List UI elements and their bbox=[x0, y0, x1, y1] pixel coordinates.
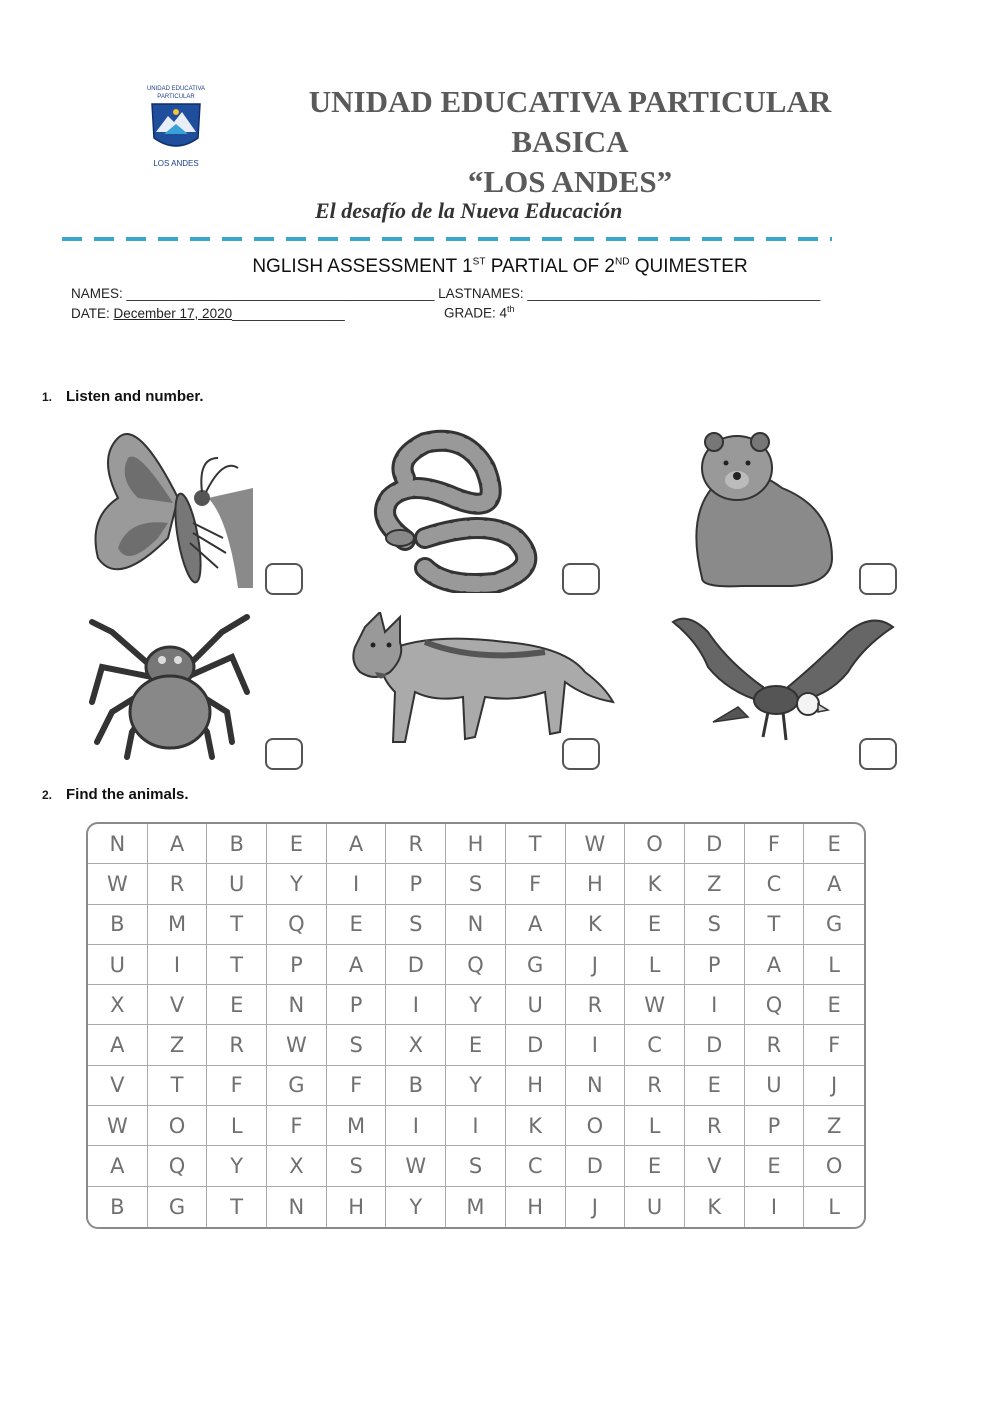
word-search-cell[interactable]: K bbox=[506, 1106, 566, 1146]
title-part-2: PARTIAL OF 2 bbox=[485, 256, 615, 277]
word-search-cell[interactable]: S bbox=[685, 905, 745, 945]
word-search-cell[interactable]: R bbox=[566, 985, 626, 1025]
word-search-cell[interactable]: L bbox=[625, 1106, 685, 1146]
word-search-cell[interactable]: M bbox=[148, 905, 208, 945]
question-1 bbox=[42, 388, 204, 406]
word-search-cell[interactable]: U bbox=[207, 864, 267, 904]
word-search-cell[interactable]: D bbox=[506, 1025, 566, 1065]
answer-box-wolf[interactable] bbox=[562, 738, 600, 770]
word-search-cell[interactable]: N bbox=[267, 1187, 327, 1227]
butterfly-image bbox=[78, 428, 253, 593]
date-row bbox=[71, 306, 345, 321]
word-search-cell[interactable]: G bbox=[804, 905, 864, 945]
word-search-cell[interactable]: Q bbox=[745, 985, 805, 1025]
date-label: DATE: bbox=[71, 306, 114, 321]
word-search-cell[interactable]: E bbox=[327, 905, 387, 945]
word-search-cell[interactable]: F bbox=[506, 864, 566, 904]
word-search-cell[interactable]: E bbox=[625, 905, 685, 945]
word-search-cell[interactable]: C bbox=[625, 1025, 685, 1065]
word-search-cell[interactable]: K bbox=[566, 905, 626, 945]
word-search-cell[interactable]: O bbox=[804, 1146, 864, 1186]
word-search-cell[interactable]: X bbox=[386, 1025, 446, 1065]
word-search-cell[interactable]: M bbox=[446, 1187, 506, 1227]
word-search-cell[interactable]: L bbox=[207, 1106, 267, 1146]
word-search-cell[interactable]: S bbox=[386, 905, 446, 945]
word-search-cell[interactable]: J bbox=[566, 1187, 626, 1227]
word-search-cell[interactable]: L bbox=[625, 945, 685, 985]
word-search-cell[interactable]: Z bbox=[148, 1025, 208, 1065]
word-search-cell[interactable]: I bbox=[566, 1025, 626, 1065]
school-logo bbox=[140, 82, 212, 172]
word-search bbox=[86, 822, 866, 1229]
word-search-cell[interactable]: I bbox=[148, 945, 208, 985]
lastnames-field[interactable]: _______________________________________ bbox=[527, 286, 821, 301]
word-search-cell[interactable]: R bbox=[685, 1106, 745, 1146]
word-search-cell[interactable]: P bbox=[745, 1106, 805, 1146]
word-search-cell[interactable]: W bbox=[88, 864, 148, 904]
word-search-cell[interactable]: H bbox=[566, 864, 626, 904]
word-search-cell[interactable]: S bbox=[446, 1146, 506, 1186]
title-part-3: QUIMESTER bbox=[629, 256, 748, 277]
question-1-label: Listen and number. bbox=[66, 388, 204, 405]
word-search-cell[interactable]: R bbox=[625, 1066, 685, 1106]
word-search-cell[interactable]: N bbox=[88, 824, 148, 864]
word-search-cell[interactable]: A bbox=[804, 864, 864, 904]
eagle-image bbox=[668, 612, 898, 747]
word-search-cell[interactable]: S bbox=[327, 1146, 387, 1186]
word-search-cell[interactable]: V bbox=[685, 1146, 745, 1186]
word-search-cell[interactable]: A bbox=[745, 945, 805, 985]
word-search-cell[interactable]: H bbox=[327, 1187, 387, 1227]
word-search-cell[interactable]: T bbox=[207, 1187, 267, 1227]
word-search-cell[interactable]: T bbox=[506, 824, 566, 864]
title-sup-2: ND bbox=[614, 256, 630, 268]
school-line-2: BASICA bbox=[511, 124, 629, 159]
word-search-cell[interactable]: E bbox=[446, 1025, 506, 1065]
word-search-cell[interactable]: E bbox=[745, 1146, 805, 1186]
word-search-cell[interactable]: J bbox=[804, 1066, 864, 1106]
word-search-cell[interactable]: U bbox=[745, 1066, 805, 1106]
word-search-cell[interactable]: W bbox=[566, 824, 626, 864]
word-search-cell[interactable]: I bbox=[386, 1106, 446, 1146]
word-search-cell[interactable]: X bbox=[267, 1146, 327, 1186]
word-search-cell[interactable]: N bbox=[446, 905, 506, 945]
names-label: NAMES: bbox=[71, 286, 127, 301]
word-search-cell[interactable]: X bbox=[88, 985, 148, 1025]
question-2-number: 2. bbox=[42, 788, 53, 802]
word-search-cell[interactable]: E bbox=[207, 985, 267, 1025]
names-row bbox=[71, 286, 820, 301]
word-search-cell[interactable]: Z bbox=[685, 864, 745, 904]
word-search-cell[interactable]: P bbox=[267, 945, 327, 985]
decorative-divider bbox=[62, 234, 837, 244]
grade-label: GRADE: 4 bbox=[444, 305, 508, 321]
answer-box-butterfly[interactable] bbox=[265, 563, 303, 595]
date-line: _______________ bbox=[232, 306, 345, 321]
word-search-cell[interactable]: R bbox=[148, 864, 208, 904]
grade-row bbox=[444, 304, 515, 321]
school-line-3: “LOS ANDES” bbox=[467, 164, 673, 199]
word-search-cell[interactable]: W bbox=[267, 1025, 327, 1065]
word-search-cell[interactable]: Y bbox=[267, 864, 327, 904]
word-search-cell[interactable]: P bbox=[685, 945, 745, 985]
title-part-1: NGLISH ASSESSMENT 1 bbox=[252, 256, 473, 277]
lastnames-label: LASTNAMES: bbox=[434, 286, 528, 301]
word-search-cell[interactable]: A bbox=[88, 1146, 148, 1186]
word-search-cell[interactable]: I bbox=[745, 1187, 805, 1227]
word-search-cell[interactable]: Q bbox=[148, 1146, 208, 1186]
word-search-cell[interactable]: U bbox=[625, 1187, 685, 1227]
question-2-label: Find the animals. bbox=[66, 786, 189, 803]
answer-box-spider[interactable] bbox=[265, 738, 303, 770]
word-search-cell[interactable]: Y bbox=[446, 1066, 506, 1106]
word-search-cell[interactable]: E bbox=[267, 824, 327, 864]
word-search-cell[interactable]: J bbox=[566, 945, 626, 985]
answer-box-eagle[interactable] bbox=[859, 738, 897, 770]
word-search-cell[interactable]: F bbox=[804, 1025, 864, 1065]
word-search-cell[interactable]: G bbox=[506, 945, 566, 985]
word-search-cell[interactable]: D bbox=[685, 824, 745, 864]
word-search-cell[interactable]: C bbox=[506, 1146, 566, 1186]
word-search-cell[interactable]: B bbox=[386, 1066, 446, 1106]
word-search-cell[interactable]: E bbox=[685, 1066, 745, 1106]
word-search-cell[interactable]: A bbox=[327, 824, 387, 864]
word-search-grid bbox=[88, 824, 864, 1227]
word-search-cell[interactable]: S bbox=[446, 864, 506, 904]
school-motto: El desafío de la Nueva Educación bbox=[315, 198, 623, 223]
assessment-title bbox=[0, 256, 1000, 278]
word-search-cell[interactable]: Z bbox=[804, 1106, 864, 1146]
wolf-image bbox=[345, 612, 615, 752]
word-search-cell[interactable]: I bbox=[386, 985, 446, 1025]
word-search-cell[interactable]: F bbox=[745, 824, 805, 864]
word-search-cell[interactable]: N bbox=[267, 985, 327, 1025]
school-name bbox=[260, 82, 880, 202]
answer-box-bear[interactable] bbox=[859, 563, 897, 595]
word-search-cell[interactable]: I bbox=[327, 864, 387, 904]
word-search-cell[interactable]: E bbox=[625, 1146, 685, 1186]
word-search-cell[interactable]: O bbox=[625, 824, 685, 864]
title-sup-1: ST bbox=[472, 256, 486, 268]
word-search-cell[interactable]: V bbox=[148, 985, 208, 1025]
word-search-cell[interactable]: U bbox=[88, 945, 148, 985]
word-search-cell[interactable]: G bbox=[148, 1187, 208, 1227]
word-search-cell[interactable]: H bbox=[506, 1187, 566, 1227]
word-search-cell[interactable]: W bbox=[386, 1146, 446, 1186]
word-search-cell[interactable]: K bbox=[685, 1187, 745, 1227]
word-search-cell[interactable]: T bbox=[148, 1066, 208, 1106]
word-search-cell[interactable]: P bbox=[386, 864, 446, 904]
word-search-cell[interactable]: F bbox=[327, 1066, 387, 1106]
word-search-cell[interactable]: S bbox=[327, 1025, 387, 1065]
word-search-cell[interactable]: D bbox=[386, 945, 446, 985]
school-line-1: UNIDAD EDUCATIVA PARTICULAR bbox=[308, 84, 832, 119]
word-search-cell[interactable]: W bbox=[88, 1106, 148, 1146]
word-search-cell[interactable]: A bbox=[88, 1025, 148, 1065]
word-search-cell[interactable]: Q bbox=[267, 905, 327, 945]
word-search-cell[interactable]: T bbox=[207, 945, 267, 985]
word-search-cell[interactable]: I bbox=[685, 985, 745, 1025]
word-search-cell[interactable]: Q bbox=[446, 945, 506, 985]
bear-image bbox=[682, 428, 847, 593]
word-search-cell[interactable]: A bbox=[148, 824, 208, 864]
word-search-cell[interactable]: T bbox=[745, 905, 805, 945]
word-search-cell[interactable]: H bbox=[506, 1066, 566, 1106]
word-search-cell[interactable]: I bbox=[446, 1106, 506, 1146]
word-search-cell[interactable]: E bbox=[804, 824, 864, 864]
word-search-cell[interactable]: C bbox=[745, 864, 805, 904]
word-search-cell[interactable]: U bbox=[506, 985, 566, 1025]
logo-text-mid: PARTICULAR bbox=[157, 94, 195, 100]
snake-image bbox=[365, 428, 550, 593]
word-search-cell[interactable]: P bbox=[327, 985, 387, 1025]
word-search-cell[interactable]: D bbox=[566, 1146, 626, 1186]
date-value: December 17, 2020 bbox=[113, 306, 233, 321]
word-search-cell[interactable]: W bbox=[625, 985, 685, 1025]
spider-image bbox=[82, 612, 257, 762]
word-search-cell[interactable]: F bbox=[267, 1106, 327, 1146]
word-search-cell[interactable]: G bbox=[267, 1066, 327, 1106]
word-search-cell[interactable]: V bbox=[88, 1066, 148, 1106]
word-search-cell[interactable]: L bbox=[828, 1194, 840, 1219]
word-search-cell[interactable]: Y bbox=[207, 1146, 267, 1186]
word-search-cell[interactable]: R bbox=[207, 1025, 267, 1065]
word-search-cell[interactable]: N bbox=[566, 1066, 626, 1106]
logo-text-top: UNIDAD EDUCATIVA bbox=[146, 86, 206, 92]
word-search-cell[interactable]: H bbox=[446, 824, 506, 864]
word-search-cell[interactable]: A bbox=[506, 905, 566, 945]
word-search-cell[interactable]: Y bbox=[446, 985, 506, 1025]
word-search-cell[interactable]: O bbox=[148, 1106, 208, 1146]
word-search-cell[interactable]: Y bbox=[386, 1187, 446, 1227]
grade-sup: th bbox=[507, 304, 515, 314]
word-search-cell[interactable]: E bbox=[804, 985, 864, 1025]
word-search-cell[interactable]: B bbox=[207, 824, 267, 864]
names-field[interactable]: _________________________________________ bbox=[126, 286, 435, 301]
word-search-cell[interactable]: K bbox=[625, 864, 685, 904]
question-1-number: 1. bbox=[42, 390, 53, 404]
word-search-cell[interactable]: B bbox=[88, 905, 148, 945]
logo-text-bottom: LOS ANDES bbox=[153, 159, 199, 168]
word-search-cell[interactable]: M bbox=[327, 1106, 387, 1146]
word-search-cell[interactable]: A bbox=[327, 945, 387, 985]
word-search-cell[interactable]: O bbox=[566, 1106, 626, 1146]
word-search-cell[interactable]: R bbox=[745, 1025, 805, 1065]
word-search-cell[interactable]: T bbox=[207, 905, 267, 945]
question-2 bbox=[42, 786, 189, 804]
answer-box-snake[interactable] bbox=[562, 563, 600, 595]
word-search-cell[interactable]: F bbox=[207, 1066, 267, 1106]
word-search-cell[interactable]: R bbox=[386, 824, 446, 864]
word-search-cell[interactable]: D bbox=[685, 1025, 745, 1065]
word-search-cell[interactable]: B bbox=[88, 1187, 148, 1227]
word-search-cell[interactable]: L bbox=[804, 945, 864, 985]
